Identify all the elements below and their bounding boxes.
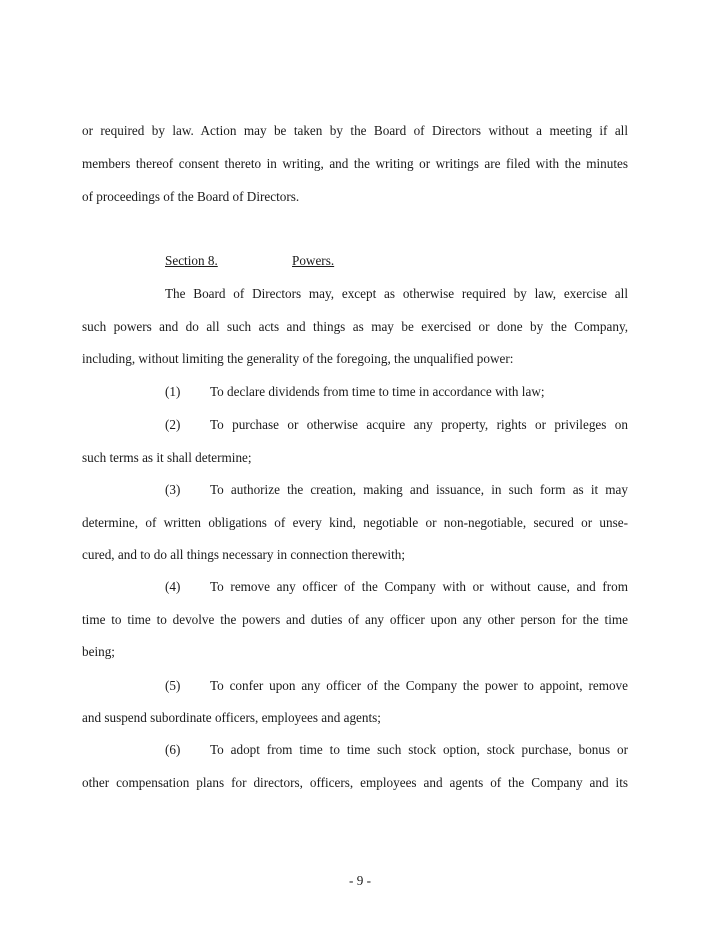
item-number: (3) — [165, 482, 181, 497]
item-text-line: such terms as it shall determine; — [82, 450, 252, 465]
item-number: (2) — [165, 417, 181, 432]
page-number: - 9 - — [349, 873, 371, 888]
item-text-line: determine, of written obligations of every kind, negotiable or non-negotiable, secured or unse- — [82, 515, 628, 530]
item-number: (1) — [165, 384, 181, 399]
item-text-line: To confer upon any officer of the Company the power to appoint, remove — [210, 678, 628, 693]
paragraph-line: of proceedings of the Board of Directors. — [82, 189, 300, 204]
section-number: Section 8. — [165, 253, 218, 268]
paragraph-line: members thereof consent thereto in writing, and the writing or writings are filed with the minutes — [82, 156, 628, 171]
item-number: (6) — [165, 742, 181, 757]
item-text-line: and suspend subordinate officers, employees and agents; — [82, 710, 381, 725]
item-text-line: To remove any officer of the Company with or without cause, and from — [210, 579, 628, 594]
item-text-line: To purchase or otherwise acquire any property, rights or privileges on — [210, 417, 628, 432]
paragraph-line: The Board of Directors may, except as otherwise required by law, exercise all — [165, 286, 628, 301]
item-text-line: To adopt from time to time such stock option, stock purchase, bonus or — [210, 742, 628, 757]
item-text-line: time to time to devolve the powers and duties of any officer upon any other person for the time — [82, 612, 628, 627]
item-text-line: To authorize the creation, making and issuance, in such form as it may — [210, 482, 628, 497]
item-text-line: being; — [82, 644, 115, 659]
item-text-line: To declare dividends from time to time in accordance with law; — [210, 384, 545, 399]
item-text-line: cured, and to do all things necessary in connection therewith; — [82, 547, 405, 562]
item-number: (4) — [165, 579, 181, 594]
section-title: Powers. — [292, 253, 335, 268]
paragraph-line: such powers and do all such acts and things as may be exercised or done by the Company, — [82, 319, 628, 334]
paragraph-line: including, without limiting the generality of the foregoing, the unqualified power: — [82, 351, 514, 366]
paragraph-line: or required by law. Action may be taken by the Board of Directors without a meeting if all — [82, 123, 628, 138]
item-number: (5) — [165, 678, 181, 693]
item-text-line: other compensation plans for directors, officers, employees and agents of the Company and its — [82, 775, 628, 790]
